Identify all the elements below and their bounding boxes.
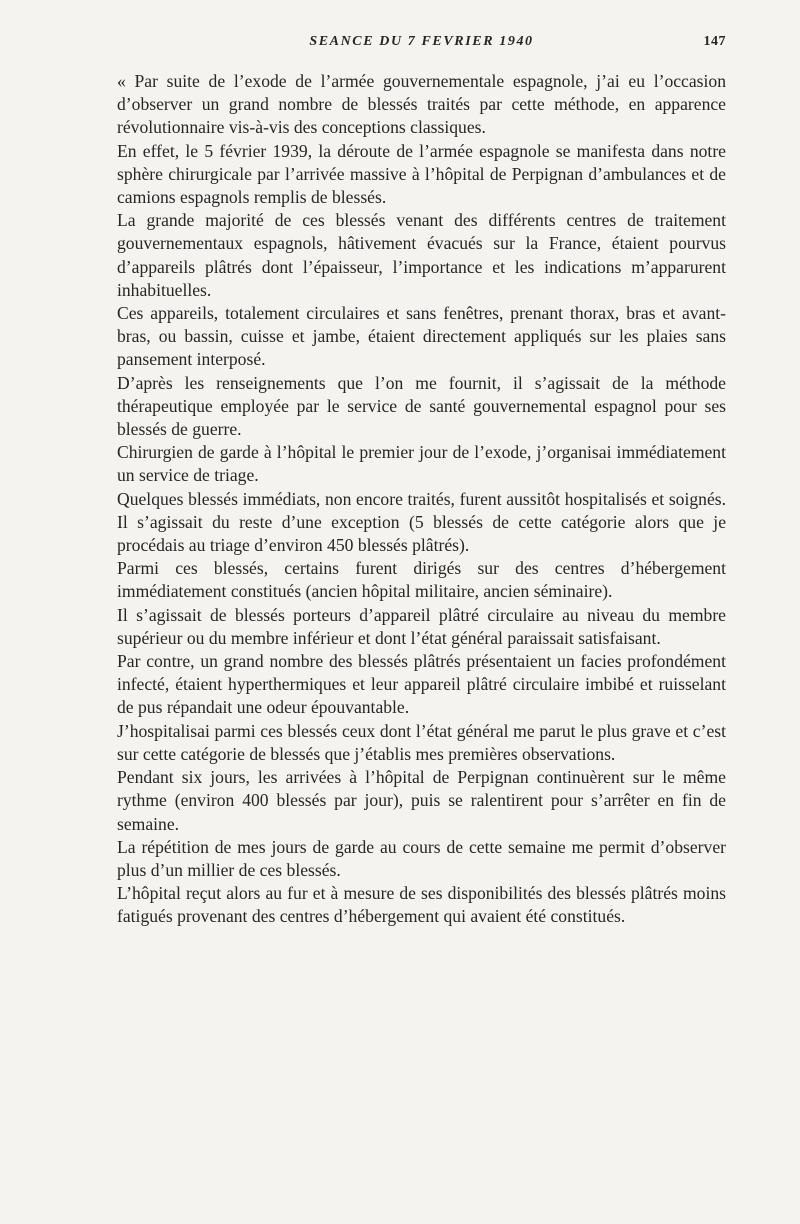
paragraph: La grande majorité de ces blessés venant des différents centres de traitement gouvernementaux espagnols, hâtivement évacués sur la France, étaient pourvus d’appareils plâtrés dont l’épaisseur, l’importance et les indications m’apparurent inhabituelles. bbox=[117, 210, 726, 300]
paragraph: Il s’agissait de blessés porteurs d’appareil plâtré circulaire au niveau du membre supérieur ou du membre inférieur et dont l’état général paraissait satisfaisant. bbox=[117, 604, 726, 648]
paragraph: Ces appareils, totalement circulaires et sans fenêtres, prenant thorax, bras et avant-bras, ou bassin, cuisse et jambe, étaient directement appliqués sur les plaies sans pansement interposé. bbox=[117, 303, 726, 370]
running-title: SEANCE DU 7 FEVRIER 1940 bbox=[309, 34, 534, 49]
page-number: 147 bbox=[703, 34, 726, 49]
paragraph: La répétition de mes jours de garde au cours de cette semaine me permit d’observer plus d’un millier de ces blessés. bbox=[117, 836, 726, 880]
body-text bbox=[117, 70, 726, 929]
paragraph: J’hospitalisai parmi ces blessés ceux dont l’état général me parut le plus grave et c’est sur cette catégorie de blessés que j’établis mes premières observations. bbox=[117, 720, 726, 764]
paragraph: Par contre, un grand nombre des blessés plâtrés présentaient un facies profondément infecté, étaient hyperthermiques et leur appareil plâtré circulaire imbibé et ruisselant de pus répandait une odeur épouvantable. bbox=[117, 651, 726, 718]
paragraph: Chirurgien de garde à l’hôpital le premier jour de l’exode, j’organisai immédiatement un service de triage. bbox=[117, 442, 726, 486]
paragraph: D’après les renseignements que l’on me fournit, il s’agissait de la méthode thérapeutique employée par le service de santé gouvernemental espagnol pour ses blessés de guerre. bbox=[117, 372, 726, 440]
paragraph: Quelques blessés immédiats, non encore traités, furent aussitôt hospitalisés et soignés. Il s’agissait du reste d’une exception (5 blessés de cette catégorie alors que je procédais au triage d’environ 450 blessés plâtrés). bbox=[117, 488, 726, 556]
running-header bbox=[117, 34, 726, 56]
paragraph: L’hôpital reçut alors au fur et à mesure de ses disponibilités des blessés plâtrés moins fatigués provenant des centres d’hébergement qui avaient été constitués. bbox=[117, 883, 726, 927]
paragraph: En effet, le 5 février 1939, la déroute de l’armée espagnole se manifesta dans notre sphère chirurgicale par l’arrivée massive à l’hôpital de Perpignan d’ambulances et de camions espagnols remplis de blessés. bbox=[117, 140, 726, 208]
paragraph: « Par suite de l’exode de l’armée gouvernementale espagnole, j’ai eu l’occasion d’observer un grand nombre de blessés traités par cette méthode, en apparence révolutionnaire vis-à-vis des conceptions classiques. bbox=[117, 71, 726, 138]
paragraph: Parmi ces blessés, certains furent dirigés sur des centres d’hébergement immédiatement constitués (ancien hôpital militaire, ancien séminaire). bbox=[117, 558, 726, 602]
paragraph: Pendant six jours, les arrivées à l’hôpital de Perpignan continuèrent sur le même rythme (environ 400 blessés par jour), puis se ralentirent pour s’arrêter en fin de semaine. bbox=[117, 767, 726, 834]
